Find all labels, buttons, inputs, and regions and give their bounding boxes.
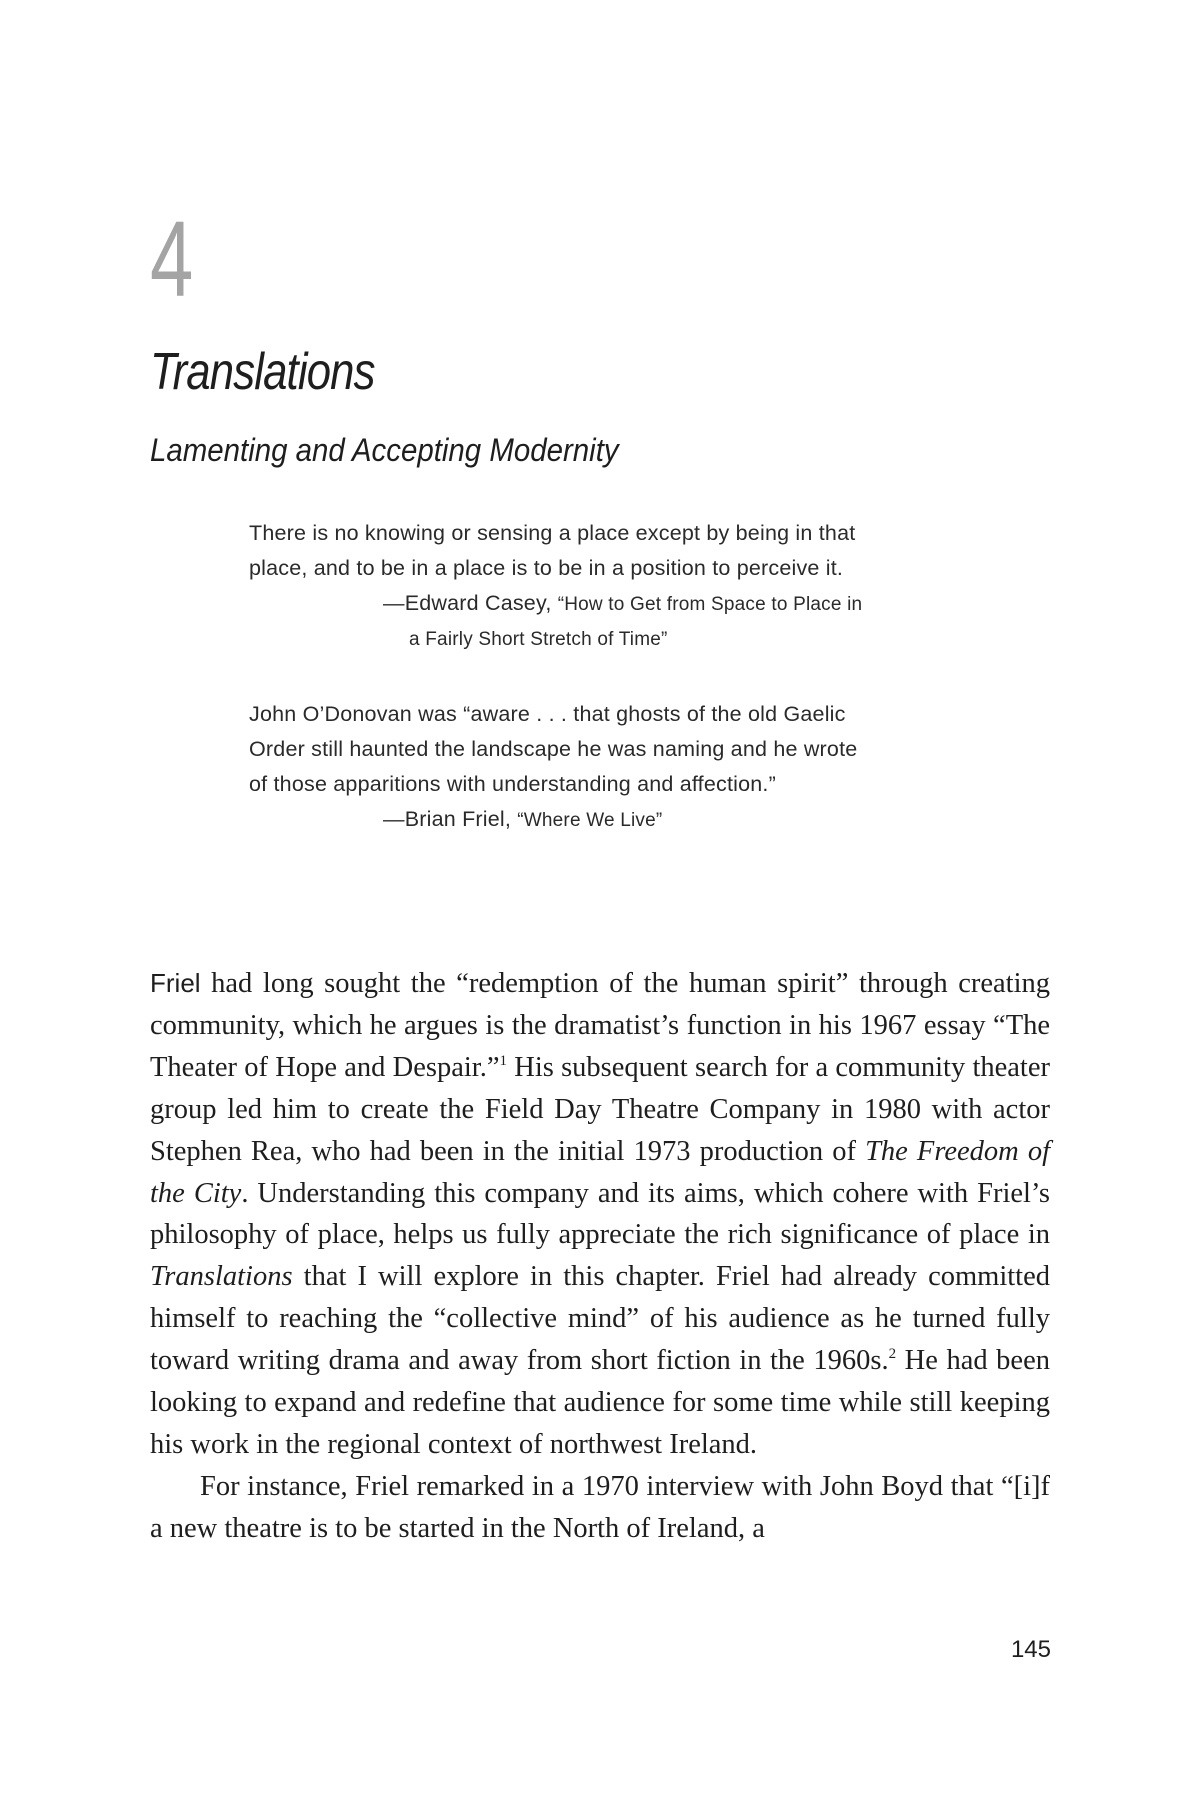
body-text xyxy=(150,963,1050,1550)
chapter-subtitle: Lamenting and Accepting Modernity xyxy=(150,432,619,468)
chapter-number: 4 xyxy=(150,198,194,319)
page-number: 145 xyxy=(1010,1636,1051,1663)
epigraph-source: “How to Get from Space to Place in xyxy=(557,594,863,615)
text-run: had long sought the “redemption of the human spirit” through creating community, which he argues is the dramatist’s function in his 1967 essay “The Theater of Hope and Despair.” xyxy=(150,968,1050,1083)
footnote-ref: 1 xyxy=(499,1052,507,1069)
text-run: that I will explore in this chapter. Friel had already committed himself to reaching the “collective mind” of his audience as he turned fully toward writing drama and away from short fiction in the 1960s. xyxy=(150,1261,1050,1377)
text-run: He had been looking to expand and redefine that audience for some time while still keeping his work in the regional context of northwest Ireland. xyxy=(150,1345,1050,1460)
chapter-title: Translations xyxy=(150,343,375,401)
italic-title: Translations xyxy=(150,1261,293,1293)
epigraph-source-continued: a Fairly Short Stretch of Time” xyxy=(409,629,668,650)
text-run: His subsequent search for a community theater group led him to create the Field Day Theatre Company in 1980 with actor Stephen Rea, who had been in the initial 1973 production of xyxy=(150,1051,1050,1167)
lead-word: Friel xyxy=(150,968,201,998)
epigraph-line: place, and to be in a place is to be in a position to perceive it. xyxy=(249,556,844,580)
epigraph-source: “Where We Live” xyxy=(517,810,663,831)
footnote-ref: 2 xyxy=(888,1346,897,1363)
text-run: . Understanding this company and its aims, which cohere with Friel’s philosophy of place, helps us fully appreciate the rich significance of place in xyxy=(150,1177,1050,1251)
paragraph: For instance, Friel remarked in a 1970 interview with John Boyd that “[i]f a new theatre is to be started in the North of Ireland, a xyxy=(150,1470,1050,1544)
epigraph-author: —Edward Casey, xyxy=(383,591,552,615)
paragraph xyxy=(150,963,1050,1466)
epigraph-line: There is no knowing or sensing a place except by being in that xyxy=(249,521,856,545)
italic-title: The Freedom of the City xyxy=(150,1135,1050,1209)
epigraph-casey xyxy=(249,516,949,657)
epigraph-author: —Brian Friel, xyxy=(383,807,512,831)
epigraph-line: John O’Donovan was “aware . . . that ghosts of the old Gaelic xyxy=(249,702,846,726)
epigraph-friel xyxy=(249,697,949,838)
epigraph-attribution xyxy=(383,802,949,838)
epigraph-line: of those apparitions with understanding and affection.” xyxy=(249,772,776,796)
epigraph-attribution xyxy=(383,586,949,622)
epigraph-line: Order still haunted the landscape he was naming and he wrote xyxy=(249,737,858,761)
